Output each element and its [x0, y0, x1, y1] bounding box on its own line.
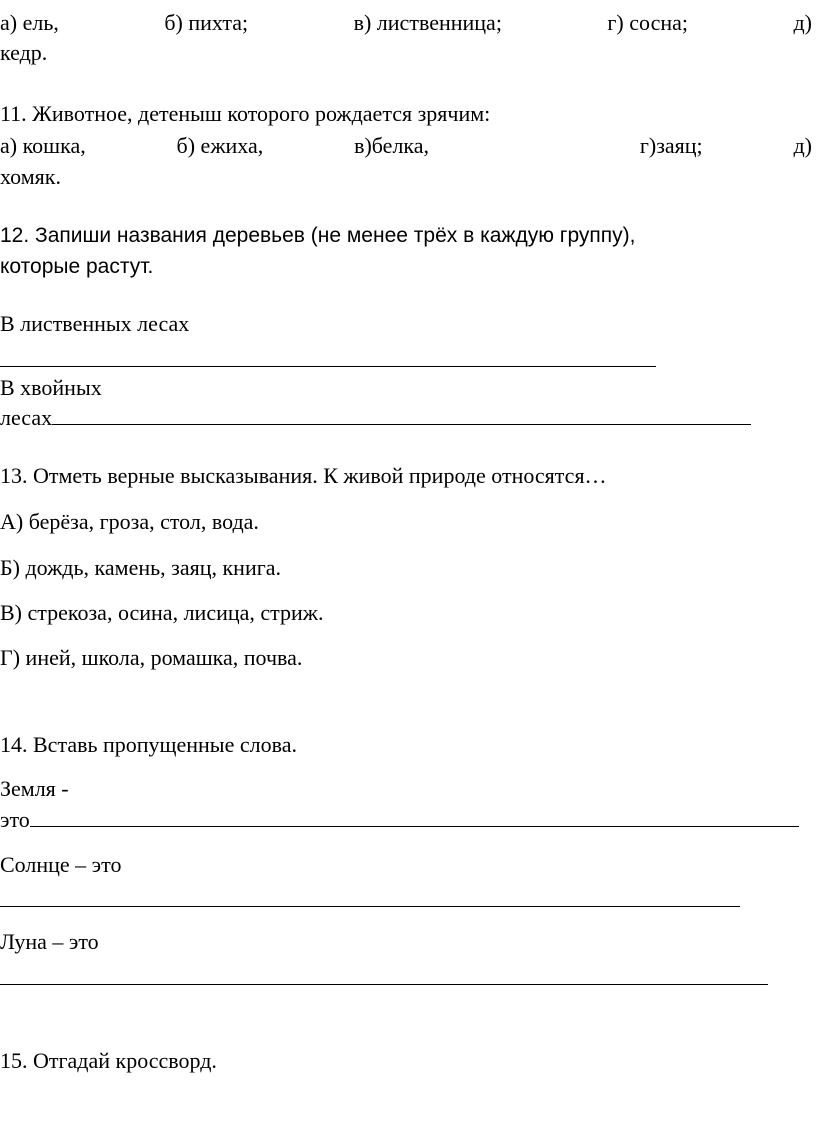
q14-moon-label: Луна – это: [0, 929, 99, 954]
q11-option-c: в)белка,: [354, 133, 430, 158]
q11-option-b: б) ежиха,: [176, 133, 264, 158]
q15-question: 15. Отгадай кроссворд.: [0, 1048, 217, 1073]
q13-option-b: Б) дождь, камень, заяц, книга.: [0, 555, 282, 580]
q14-sun-label: Солнце – это: [0, 852, 122, 877]
q10-option-e-letter: д): [793, 10, 812, 35]
q13-option-d: Г) иней, школа, ромашка, почва.: [0, 645, 303, 670]
q14-sun-answer-line[interactable]: [0, 906, 740, 907]
q10-option-c: в) лиственница;: [353, 10, 502, 35]
q12-deciduous-answer-line[interactable]: [0, 366, 656, 367]
q11-option-e-text: хомяк.: [0, 164, 61, 189]
q11-option-a: а) кошка,: [0, 133, 86, 158]
q13-question: 13. Отметь верные высказывания. К живой природе относятся…: [0, 463, 607, 488]
q12-question-line1: 12. Запиши названия деревьев (не менее трёх в каждую группу),: [0, 224, 636, 247]
q12-deciduous-label: В лиственных лесах: [0, 311, 190, 336]
q11-option-d: г)заяц;: [639, 133, 703, 158]
q10-option-d: г) сосна;: [607, 10, 688, 35]
q14-earth-line-wrap: [0, 807, 799, 833]
q12-conifer-label-line2: лесах: [0, 405, 53, 430]
q14-earth-label-line2: это: [0, 807, 30, 832]
q13-option-a: А) берёза, гроза, стол, вода.: [0, 509, 259, 534]
q14-earth-label-line1: Земля -: [0, 776, 69, 801]
q12-conifer-label-line1: В хвойных: [0, 375, 102, 400]
q14-moon-answer-line[interactable]: [0, 984, 768, 985]
q11-options-row: [0, 133, 812, 159]
q12-question-line2: которые растут.: [0, 255, 154, 278]
q11-question: 11. Животное, детеныш которого рождается зрячим:: [0, 101, 491, 126]
q11-option-e-letter: д): [793, 133, 812, 158]
q12-conifer-answer-line[interactable]: [52, 424, 751, 425]
q10-options-row: [0, 10, 812, 36]
q13-option-c: В) стрекоза, осина, лисица, стриж.: [0, 600, 324, 625]
q14-question: 14. Вставь пропущенные слова.: [0, 732, 297, 757]
q10-option-a: а) ель,: [0, 10, 59, 35]
q10-option-b: б) пихта;: [164, 10, 249, 35]
q12-conifer-label-line2-wrap: [0, 405, 751, 431]
q10-option-e-text: кедр.: [0, 40, 48, 65]
q14-earth-answer-line[interactable]: [30, 826, 799, 827]
